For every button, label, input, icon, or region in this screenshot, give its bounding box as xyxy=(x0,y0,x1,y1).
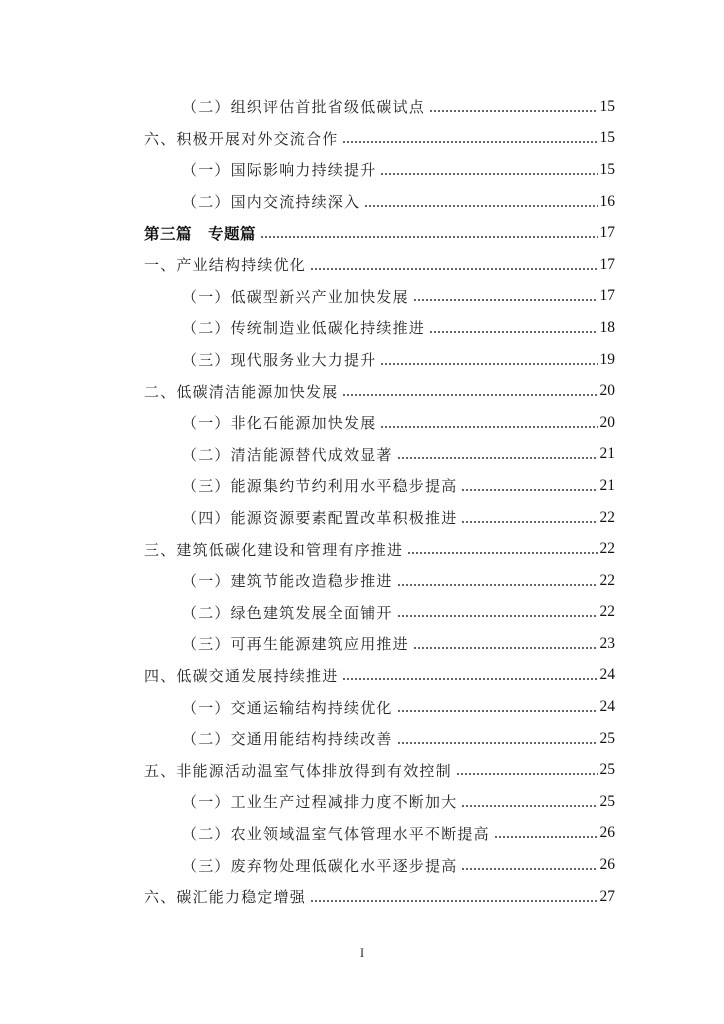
dot-leader xyxy=(429,99,597,115)
dot-leader xyxy=(461,510,597,526)
dot-leader xyxy=(461,478,597,494)
toc-entry[interactable] xyxy=(0,249,724,281)
toc-entry[interactable] xyxy=(0,281,724,313)
dot-leader xyxy=(461,794,597,810)
dot-leader xyxy=(413,288,598,304)
toc-entry[interactable] xyxy=(0,407,724,439)
toc-entry[interactable] xyxy=(0,344,724,376)
toc-entry-title: （四）能源资源要素配置改革积极推进 xyxy=(182,509,458,528)
toc-entry-page-number: 15 xyxy=(599,160,615,178)
toc-entry-page-number: 21 xyxy=(599,445,615,463)
dot-leader xyxy=(380,162,597,178)
toc-entry[interactable] xyxy=(0,123,724,155)
toc-entry[interactable] xyxy=(0,533,724,565)
toc-entry-title: 六、积极开展对外交流合作 xyxy=(144,129,339,148)
toc-entry-page-number: 22 xyxy=(599,540,615,558)
toc-entry[interactable] xyxy=(0,565,724,597)
dot-leader xyxy=(397,573,598,589)
toc-entry-page-number: 27 xyxy=(599,887,615,905)
table-of-contents xyxy=(0,91,724,912)
dot-leader xyxy=(397,446,598,462)
toc-entry[interactable] xyxy=(0,217,724,249)
toc-entry-title: （一）建筑节能改造稳步推进 xyxy=(182,572,393,591)
dot-leader xyxy=(310,889,597,905)
toc-entry-page-number: 26 xyxy=(599,824,615,842)
dot-leader xyxy=(456,762,598,778)
toc-entry[interactable] xyxy=(0,628,724,660)
dot-leader xyxy=(397,699,598,715)
toc-entry-title: （三）现代服务业大力提升 xyxy=(182,351,377,370)
toc-entry-page-number: 23 xyxy=(599,634,615,652)
dot-leader xyxy=(310,257,597,273)
toc-entry[interactable] xyxy=(0,818,724,850)
toc-entry-title: （一）工业生产过程减排力度不断加大 xyxy=(182,793,458,812)
toc-entry-page-number: 25 xyxy=(599,729,615,747)
toc-entry[interactable] xyxy=(0,186,724,218)
toc-entry-title: （三）可再生能源建筑应用推进 xyxy=(182,635,409,654)
toc-entry-title: 三、建筑低碳化建设和管理有序推进 xyxy=(144,540,404,559)
dot-leader xyxy=(397,604,598,620)
toc-entry-page-number: 25 xyxy=(599,761,615,779)
dot-leader xyxy=(260,225,597,241)
toc-entry[interactable] xyxy=(0,691,724,723)
toc-entry-title: （一）交通运输结构持续优化 xyxy=(182,698,393,717)
toc-entry-page-number: 17 xyxy=(599,255,615,273)
toc-entry-page-number: 22 xyxy=(599,571,615,589)
toc-entry-page-number: 22 xyxy=(599,508,615,526)
toc-entry[interactable] xyxy=(0,786,724,818)
toc-entry[interactable] xyxy=(0,312,724,344)
toc-entry[interactable] xyxy=(0,154,724,186)
toc-entry-title: （二）组织评估首批省级低碳试点 xyxy=(182,98,426,117)
toc-entry-page-number: 16 xyxy=(599,192,615,210)
dot-leader xyxy=(461,857,597,873)
toc-entry-title: 四、低碳交通发展持续推进 xyxy=(144,666,339,685)
dot-leader xyxy=(364,194,597,210)
toc-entry-page-number: 15 xyxy=(599,129,615,147)
toc-entry-title: 二、低碳清洁能源加快发展 xyxy=(144,382,339,401)
toc-entry-page-number: 15 xyxy=(599,97,615,115)
toc-entry-page-number: 20 xyxy=(599,413,615,431)
toc-entry-title: （二）清洁能源替代成效显著 xyxy=(182,445,393,464)
toc-entry-title: （二）传统制造业低碳化持续推进 xyxy=(182,319,426,338)
dot-leader xyxy=(380,415,597,431)
toc-entry-page-number: 17 xyxy=(599,224,615,242)
toc-entry-page-number: 24 xyxy=(599,698,615,716)
toc-entry-title: （一）低碳型新兴产业加快发展 xyxy=(182,287,409,306)
toc-entry[interactable] xyxy=(0,597,724,629)
toc-entry[interactable] xyxy=(0,723,724,755)
toc-entry-page-number: 22 xyxy=(599,603,615,621)
toc-entry-page-number: 21 xyxy=(599,476,615,494)
toc-entry[interactable] xyxy=(0,502,724,534)
toc-entry-page-number: 19 xyxy=(599,350,615,368)
toc-entry-title: （二）农业领域温室气体管理水平不断提高 xyxy=(182,824,490,843)
dot-leader xyxy=(380,352,597,368)
toc-entry[interactable] xyxy=(0,375,724,407)
dot-leader xyxy=(342,667,597,683)
toc-entry-title: （二）国内交流持续深入 xyxy=(182,193,361,212)
toc-entry-page-number: 20 xyxy=(599,382,615,400)
toc-entry-page-number: 26 xyxy=(599,856,615,874)
toc-entry[interactable] xyxy=(0,439,724,471)
toc-entry[interactable] xyxy=(0,470,724,502)
toc-entry[interactable] xyxy=(0,754,724,786)
dot-leader xyxy=(397,731,598,747)
dot-leader xyxy=(342,130,597,146)
toc-entry-title: 五、非能源活动温室气体排放得到有效控制 xyxy=(144,761,452,780)
toc-entry-page-number: 24 xyxy=(599,666,615,684)
dot-leader xyxy=(494,825,598,841)
dot-leader xyxy=(407,541,597,557)
toc-entry[interactable] xyxy=(0,91,724,123)
toc-entry-title: （三）能源集约节约利用水平稳步提高 xyxy=(182,477,458,496)
dot-leader xyxy=(429,320,597,336)
toc-entry-title: （三）废弃物处理低碳化水平逐步提高 xyxy=(182,856,458,875)
toc-entry[interactable] xyxy=(0,849,724,881)
dot-leader xyxy=(413,636,598,652)
toc-entry-title: （二）交通用能结构持续改善 xyxy=(182,730,393,749)
toc-entry-title: （二）绿色建筑发展全面铺开 xyxy=(182,603,393,622)
toc-entry-title: 一、产业结构持续优化 xyxy=(144,256,307,275)
toc-entry-page-number: 25 xyxy=(599,792,615,810)
toc-entry-page-number: 18 xyxy=(599,318,615,336)
toc-entry[interactable] xyxy=(0,660,724,692)
toc-entry-title: 第三篇 专题篇 xyxy=(144,225,257,244)
toc-entry[interactable] xyxy=(0,881,724,913)
toc-entry-title: （一）国际影响力持续提升 xyxy=(182,161,377,180)
page-number: I xyxy=(359,945,365,960)
dot-leader xyxy=(342,383,597,399)
toc-entry-title: 六、碳汇能力稳定增强 xyxy=(144,888,307,907)
toc-entry-title: （一）非化石能源加快发展 xyxy=(182,414,377,433)
toc-entry-page-number: 17 xyxy=(599,287,615,305)
